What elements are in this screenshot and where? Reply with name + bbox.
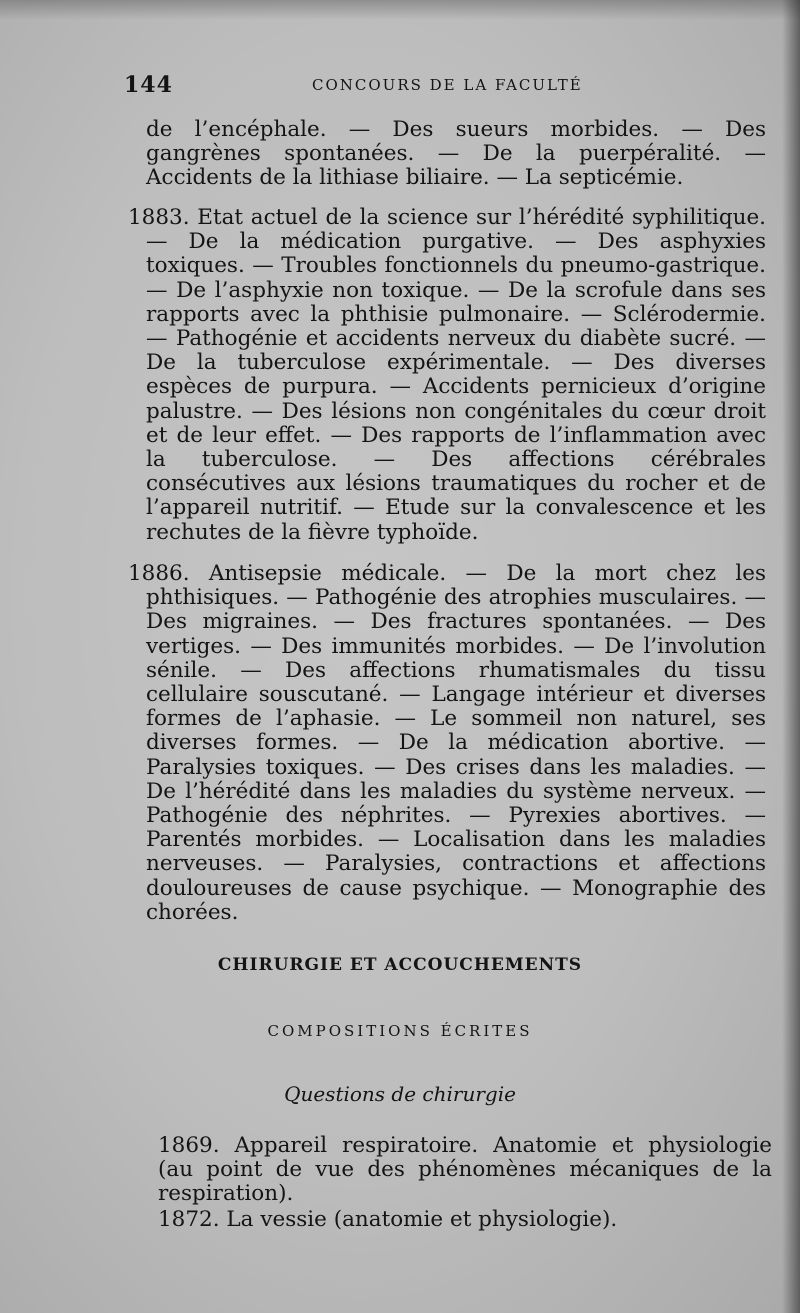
subsection-title: COMPOSITIONS ÉCRITES — [267, 1022, 533, 1040]
entry-1872 — [158, 1208, 772, 1232]
page-shadow-top — [0, 0, 800, 20]
italic-heading: Questions de chirurgie — [284, 1082, 516, 1106]
year-label: 1872. — [158, 1207, 220, 1232]
paragraph-continuation — [146, 118, 766, 191]
page-header — [124, 72, 764, 100]
paragraph-text: Etat actuel de la science sur l’hérédité syphilitique. — De la médication purgative. — Des asphyxies toxiques. — Troubles fonctionnels du pneumo-gastrique. — De l’asphyxie non toxique. — De la scrofule dans ses rapports avec la phthisie pulmonaire. — Sclérodermie. — Pathogénie et accidents nerveux du diabète sucré. — De la tuberculose expérimentale. — Des diverses espèces de purpura. — Accidents pernicieux d’origine palustre. — Des lésions non congénitales du cœur droit et de leur effet. — Des rapports de l’inflammation avec la tuberculose. — Des affections cérébrales consécutives aux lésions traumatiques du rocher et de l’appareil nutritif. — Etude sur la convalescence et les rechutes de la fièvre typhoïde. — [146, 205, 766, 545]
year-label: 1886. — [128, 561, 190, 586]
page-number: 144 — [124, 72, 173, 98]
entry-1869 — [158, 1134, 772, 1207]
entry-text: Appareil respiratoire. Anatomie et physiologie (au point de vue des phénomènes mécaniques de la respiration). — [158, 1133, 772, 1207]
paragraph-text: Antisepsie médicale. — De la mort chez les phthisiques. — Pathogénie des atrophies musculaires. — Des migraines. — Des fractures spontanées. — Des vertiges. — Des immunités morbides. — De l’involution sénile. — Des affections rhumatismales du tissu cellulaire souscutané. — Langage intérieur et diverses formes de l’aphasie. — Le sommeil non naturel, ses diverses formes. — De la médication abortive. — Paralysies toxiques. — Des crises dans les maladies. — De l’hérédité dans les maladies du système nerveux. — Pathogénie des néphrites. — Pyrexies abortives. — Parentés morbides. — Localisation dans les maladies nerveuses. — Paralysies, contractions et affections douloureuses de cause psychique. — Monographie des chorées. — [146, 561, 766, 925]
year-label: 1883. — [128, 205, 190, 230]
paragraph-1883 — [128, 205, 766, 545]
paragraph-text: de l’encéphale. — Des sueurs morbides. — Des gangrènes spontanées. — De la puerpéralité. — Accidents de la lithiase biliaire. — La septicémie. — [146, 117, 766, 191]
paragraph-1886 — [128, 561, 766, 925]
year-label: 1869. — [158, 1133, 220, 1158]
running-head: CONCOURS DE LA FACULTÉ — [312, 76, 583, 94]
entry-text: La vessie (anatomie et physiologie). — [226, 1207, 618, 1232]
page-shadow-right — [782, 0, 800, 1313]
section-title: CHIRURGIE ET ACCOUCHEMENTS — [217, 955, 583, 975]
